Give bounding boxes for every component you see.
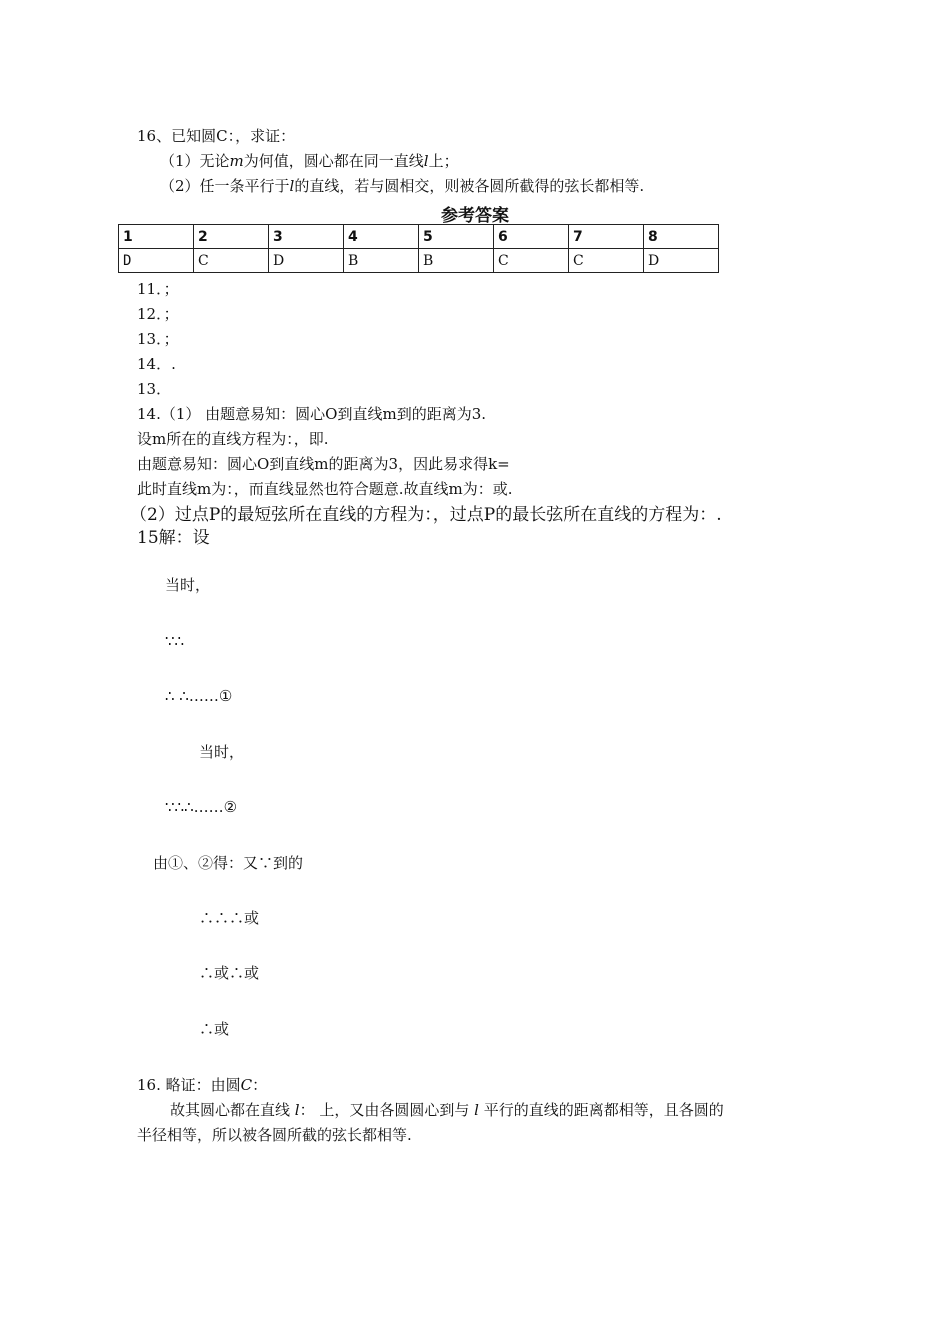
answer-14: 14．.	[137, 355, 176, 373]
answer-table-value-cell: D	[119, 249, 194, 273]
solution-16-line1-var-l2: l	[474, 1101, 479, 1119]
answer-13: 13．；	[137, 330, 179, 348]
solution-15-line2: ∵∴	[165, 632, 185, 650]
solution-16-line1-text-b: ： 上，又由各圆圆心到与	[299, 1101, 475, 1119]
solution-14-line3: 由题意易知：圆心O到直线m的距离为3，因此易求得k=	[137, 455, 510, 473]
answer-table-header-cell: 8	[644, 225, 719, 249]
solution-15-line4: 当时，	[199, 743, 245, 761]
q16-part1	[160, 151, 459, 171]
q16-part1-var-l: l	[423, 152, 429, 170]
solution-15-head: 15解：设	[137, 528, 210, 548]
solution-15-line1: 当时，	[165, 576, 211, 594]
q16-part2-text-a: （2）任一条平行于	[160, 177, 290, 195]
solution-15-line3: ∴ ∴……①	[165, 687, 233, 705]
solution-15-line9: ∴或	[199, 1020, 230, 1038]
solution-16-line1-var-l: l	[294, 1101, 300, 1119]
solution-16-head	[137, 1075, 267, 1095]
answer-table-header-row	[119, 225, 719, 249]
answer-table-header-cell: 2	[194, 225, 269, 249]
answer-11: 11．；	[137, 280, 179, 298]
answer-table-value-cell: D	[269, 249, 344, 273]
q16-part1-var-m: m	[229, 152, 244, 170]
solution-14-line2: 设m所在的直线方程为：，即.	[137, 430, 329, 448]
answer-table	[118, 224, 719, 273]
solution-15-line6: 由①、②得：又∵到的	[153, 854, 304, 872]
answer-table-value-cell: B	[419, 249, 494, 273]
solution-16-line1-text-a: 故其圆心都在直线	[170, 1101, 295, 1119]
answer-table-header-cell: 4	[344, 225, 419, 249]
answer-table-header-cell: 3	[269, 225, 344, 249]
answer-table-header-cell: 1	[119, 225, 194, 249]
q16-part1-text-b: 为何值，圆心都在同一直线	[243, 152, 424, 170]
answer-table-value-cell: B	[344, 249, 419, 273]
q16-part1-text-a: （1）无论	[160, 152, 230, 170]
answer-table-header-cell: 5	[419, 225, 494, 249]
answer-table-value-cell: C	[194, 249, 269, 273]
q16-part2-text-b: 的直线，若与圆相交，则被各圆所截得的弦长都相等.	[294, 177, 645, 195]
q16-part2	[160, 176, 644, 196]
answer-table-header-cell: 6	[494, 225, 569, 249]
answers-title: 参考答案	[441, 206, 509, 226]
solution-16-head-text-a: 16. 略证：由圆	[137, 1076, 241, 1094]
solution-16-line1	[170, 1100, 724, 1120]
solution-15-line7: ∴∴∴或	[199, 909, 260, 927]
solution-14-part2: （2）过点P的最短弦所在直线的方程为：，过点P的最长弦所在直线的方程为：.	[130, 505, 722, 525]
answer-table-value-cell: C	[569, 249, 644, 273]
answer-table-value-cell: C	[494, 249, 569, 273]
solution-13: 13．	[137, 380, 172, 398]
answer-12: 12．；	[137, 305, 179, 323]
q16-part1-text-c: 上；	[428, 152, 459, 170]
solution-16-line2: 半径相等，所以被各圆所截的弦长都相等.	[137, 1126, 412, 1144]
solution-16-var-c: C	[240, 1076, 253, 1094]
solution-14-line1: 14.（1） 由题意易知：圆心O到直线m到的距离为3.	[137, 405, 487, 423]
solution-14-line4: 此时直线m为：，而直线显然也符合题意.故直线m为：或.	[137, 480, 513, 498]
answer-table-value-row	[119, 249, 719, 273]
q16-part2-var-l: l	[289, 177, 295, 195]
answer-table-value-cell: D	[644, 249, 719, 273]
solution-15-line8: ∴或∴或	[199, 964, 260, 982]
solution-16-head-text-b: ：	[252, 1076, 268, 1094]
solution-16-line1-text-c: 平行的直线的距离都相等，且各圆的	[478, 1101, 724, 1119]
q16-stem: 16、已知圆C：，求证：	[137, 127, 296, 145]
answer-table-header-cell: 7	[569, 225, 644, 249]
solution-15-line5: ∵∴∴……②	[165, 798, 238, 816]
